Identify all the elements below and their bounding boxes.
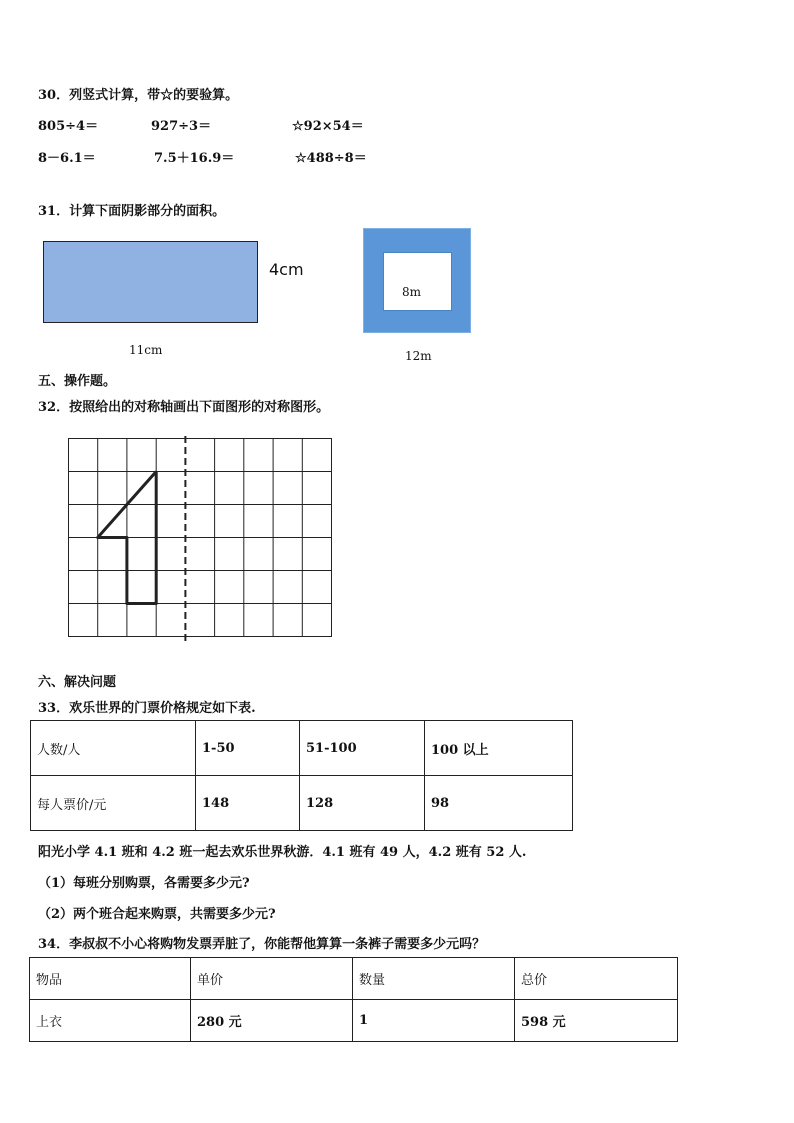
q33-title: 33．欢乐世界的门票价格规定如下表. bbox=[38, 701, 256, 716]
q33-sub-question-1: （1）每班分别购票，各需要多少元? bbox=[38, 876, 250, 891]
table-cell: 598 元 bbox=[515, 1000, 678, 1042]
rect-height-label: 4cm bbox=[269, 260, 304, 279]
q30-expr-5: 7.5＋16.9＝ bbox=[154, 151, 235, 166]
square-outer-label: 12m bbox=[405, 349, 432, 363]
table-cell: 128 bbox=[300, 776, 425, 831]
table-row bbox=[31, 721, 573, 776]
table-cell: 数量 bbox=[353, 958, 515, 1000]
table-cell: 上衣 bbox=[30, 1000, 191, 1042]
table-cell: 51-100 bbox=[300, 721, 425, 776]
table-cell: 148 bbox=[196, 776, 300, 831]
inner-white-square bbox=[383, 252, 452, 311]
q30-expr-2: 927÷3＝ bbox=[151, 119, 212, 134]
q33-description: 阳光小学 4.1 班和 4.2 班一起去欢乐世界秋游．4.1 班有 49 人，4.2 班有 52 人. bbox=[38, 845, 527, 860]
rect-width-label: 11cm bbox=[129, 343, 163, 357]
table-row bbox=[31, 776, 573, 831]
table-cell: 每人票价/元 bbox=[31, 776, 196, 831]
symmetry-grid bbox=[66, 436, 334, 646]
q32-title: 32．按照给出的对称轴画出下面图形的对称图形。 bbox=[38, 400, 330, 415]
table-cell: 98 bbox=[425, 776, 573, 831]
q30-title: 30．列竖式计算，带☆的要验算。 bbox=[38, 88, 239, 103]
section6-title: 六、解决问题 bbox=[38, 675, 117, 690]
q31-title: 31．计算下面阴影部分的面积。 bbox=[38, 204, 226, 219]
table-cell: 总价 bbox=[515, 958, 678, 1000]
table-row bbox=[30, 958, 678, 1000]
table-cell: 物品 bbox=[30, 958, 191, 1000]
table-row bbox=[30, 1000, 678, 1042]
invoice-table bbox=[29, 957, 678, 1042]
table-cell: 1 bbox=[353, 1000, 515, 1042]
table-cell: 单价 bbox=[191, 958, 353, 1000]
table-cell: 280 元 bbox=[191, 1000, 353, 1042]
q30-expr-1: 805÷4＝ bbox=[38, 119, 99, 134]
table-cell: 人数/人 bbox=[31, 721, 196, 776]
table-cell: 100 以上 bbox=[425, 721, 573, 776]
table-cell: 1-50 bbox=[196, 721, 300, 776]
q34-title: 34．李叔叔不小心将购物发票弄脏了，你能帮他算算一条裤子需要多少元吗？ bbox=[38, 937, 486, 952]
q33-sub-question-2: （2）两个班合起来购票，共需要多少元? bbox=[38, 907, 276, 922]
q30-expr-6: ☆488÷8＝ bbox=[295, 151, 367, 166]
section5-title: 五、操作题。 bbox=[38, 374, 117, 389]
square-inner-label: 8m bbox=[402, 285, 422, 299]
shaded-rectangle bbox=[43, 241, 258, 323]
shaded-square-frame bbox=[363, 228, 471, 333]
ticket-price-table bbox=[30, 720, 573, 831]
q30-expr-4: 8－6.1＝ bbox=[38, 151, 96, 166]
q30-expr-3: ☆92×54＝ bbox=[292, 119, 364, 134]
